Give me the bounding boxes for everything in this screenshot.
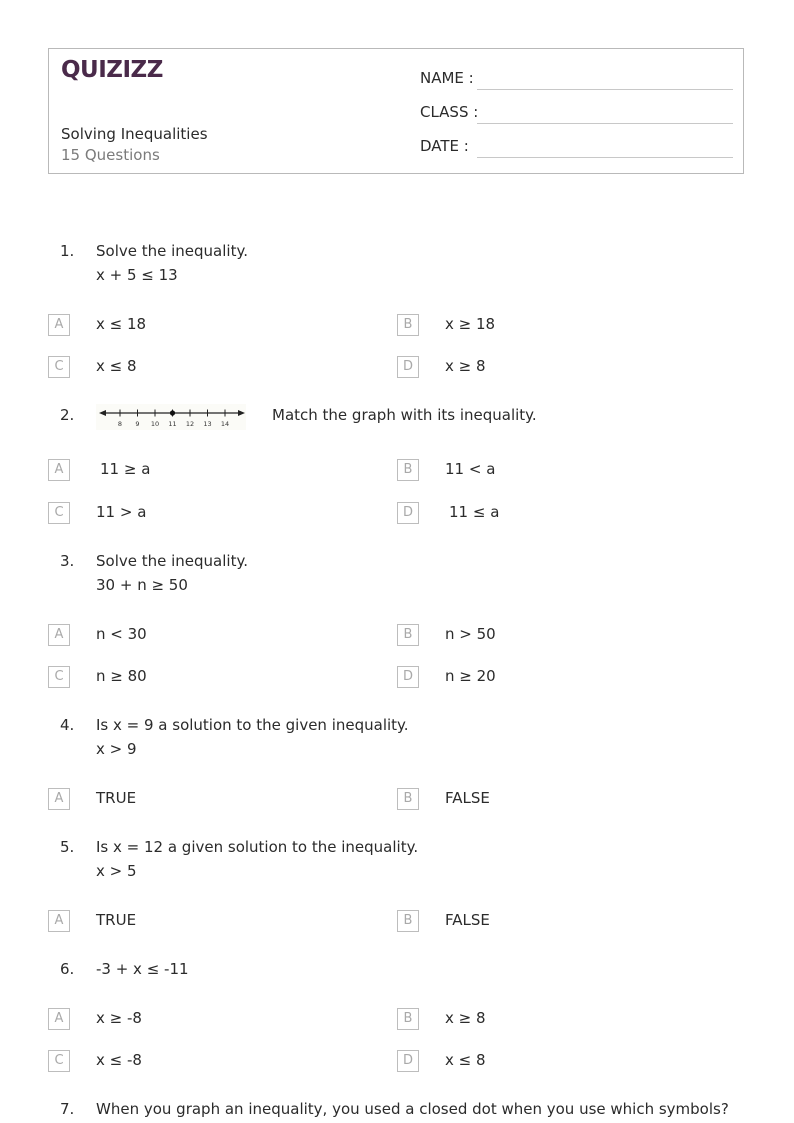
option-b-text: x ≥ 18	[445, 315, 496, 333]
option-a-box[interactable]: A	[48, 1008, 70, 1030]
option-a-text: TRUE	[96, 911, 137, 929]
option-c-box[interactable]: C	[48, 1050, 70, 1072]
worksheet-header	[48, 48, 744, 174]
question-number: 7.	[60, 1100, 75, 1118]
question-expression: x + 5 ≤ 13	[96, 266, 178, 284]
question-number: 5.	[60, 838, 75, 856]
option-c-text: x ≤ -8	[96, 1051, 142, 1069]
option-d-text: n ≥ 20	[445, 667, 496, 685]
question-text: Is x = 9 a solution to the given inequality.	[96, 716, 409, 734]
option-a-text: x ≤ 18	[96, 315, 147, 333]
option-a-box[interactable]: A	[48, 788, 70, 810]
question-expression: x > 5	[96, 862, 137, 880]
question-text: Match the graph with its inequality.	[272, 406, 537, 424]
option-b-text: FALSE	[445, 911, 490, 929]
option-d-text: 11 ≤ a	[449, 503, 500, 521]
name-label: NAME :	[420, 69, 474, 87]
option-d-box[interactable]: D	[397, 356, 419, 378]
option-b-box[interactable]: B	[397, 459, 419, 481]
option-c-box[interactable]: C	[48, 502, 70, 524]
option-b-box[interactable]: B	[397, 1008, 419, 1030]
number-line-tick-label: 12	[185, 420, 195, 428]
option-d-box[interactable]: D	[397, 1050, 419, 1072]
question-number: 4.	[60, 716, 75, 734]
option-a-box[interactable]: A	[48, 314, 70, 336]
question-number: 2.	[60, 406, 75, 424]
option-a-text: 11 ≥ a	[100, 460, 151, 478]
worksheet-title: Solving Inequalities	[61, 125, 208, 143]
date-line[interactable]	[477, 157, 733, 158]
number-line-tick-label: 10	[150, 420, 160, 428]
question-number: 1.	[60, 242, 75, 260]
option-d-text: x ≤ 8	[445, 1051, 486, 1069]
question-expression: 30 + n ≥ 50	[96, 576, 188, 594]
option-a-box[interactable]: A	[48, 910, 70, 932]
option-c-text: n ≥ 80	[96, 667, 147, 685]
option-a-text: n < 30	[96, 625, 147, 643]
name-line[interactable]	[477, 89, 733, 90]
question-text: When you graph an inequality, you used a closed dot when you use which symbols?	[96, 1100, 729, 1118]
option-b-box[interactable]: B	[397, 910, 419, 932]
option-b-text: 11 < a	[445, 460, 496, 478]
option-b-text: x ≥ 8	[445, 1009, 486, 1027]
question-text: Is x = 12 a given solution to the inequality.	[96, 838, 419, 856]
number-line-tick-label: 8	[117, 420, 123, 428]
closed-dot	[170, 410, 175, 415]
question-count: 15 Questions	[61, 146, 160, 164]
question-text: Solve the inequality.	[96, 552, 248, 570]
option-c-text: x ≤ 8	[96, 357, 137, 375]
number-line-tick-label: 14	[220, 420, 230, 428]
option-d-box[interactable]: D	[397, 502, 419, 524]
date-label: DATE :	[420, 137, 469, 155]
option-b-box[interactable]: B	[397, 314, 419, 336]
number-line-tick-label: 9	[135, 420, 140, 428]
quizizz-logo: QUIZIZZ	[61, 57, 163, 83]
class-label: CLASS :	[420, 103, 479, 121]
question-text: Solve the inequality.	[96, 242, 248, 260]
option-c-text: 11 > a	[96, 503, 147, 521]
option-a-box[interactable]: A	[48, 624, 70, 646]
option-b-box[interactable]: B	[397, 788, 419, 810]
option-b-text: n > 50	[445, 625, 496, 643]
option-c-box[interactable]: C	[48, 666, 70, 688]
option-a-text: x ≥ -8	[96, 1009, 142, 1027]
number-line-tick-label: 11	[168, 420, 177, 428]
question-number: 3.	[60, 552, 75, 570]
class-line[interactable]	[477, 123, 733, 124]
option-d-box[interactable]: D	[397, 666, 419, 688]
number-line-graph	[96, 404, 246, 430]
question-expression: x > 9	[96, 740, 137, 758]
option-b-text: FALSE	[445, 789, 490, 807]
question-text: -3 + x ≤ -11	[96, 960, 189, 978]
number-line-tick-label: 13	[203, 420, 212, 428]
option-c-box[interactable]: C	[48, 356, 70, 378]
option-b-box[interactable]: B	[397, 624, 419, 646]
question-number: 6.	[60, 960, 75, 978]
option-a-text: TRUE	[96, 789, 137, 807]
option-a-box[interactable]: A	[48, 459, 70, 481]
option-d-text: x ≥ 8	[445, 357, 486, 375]
